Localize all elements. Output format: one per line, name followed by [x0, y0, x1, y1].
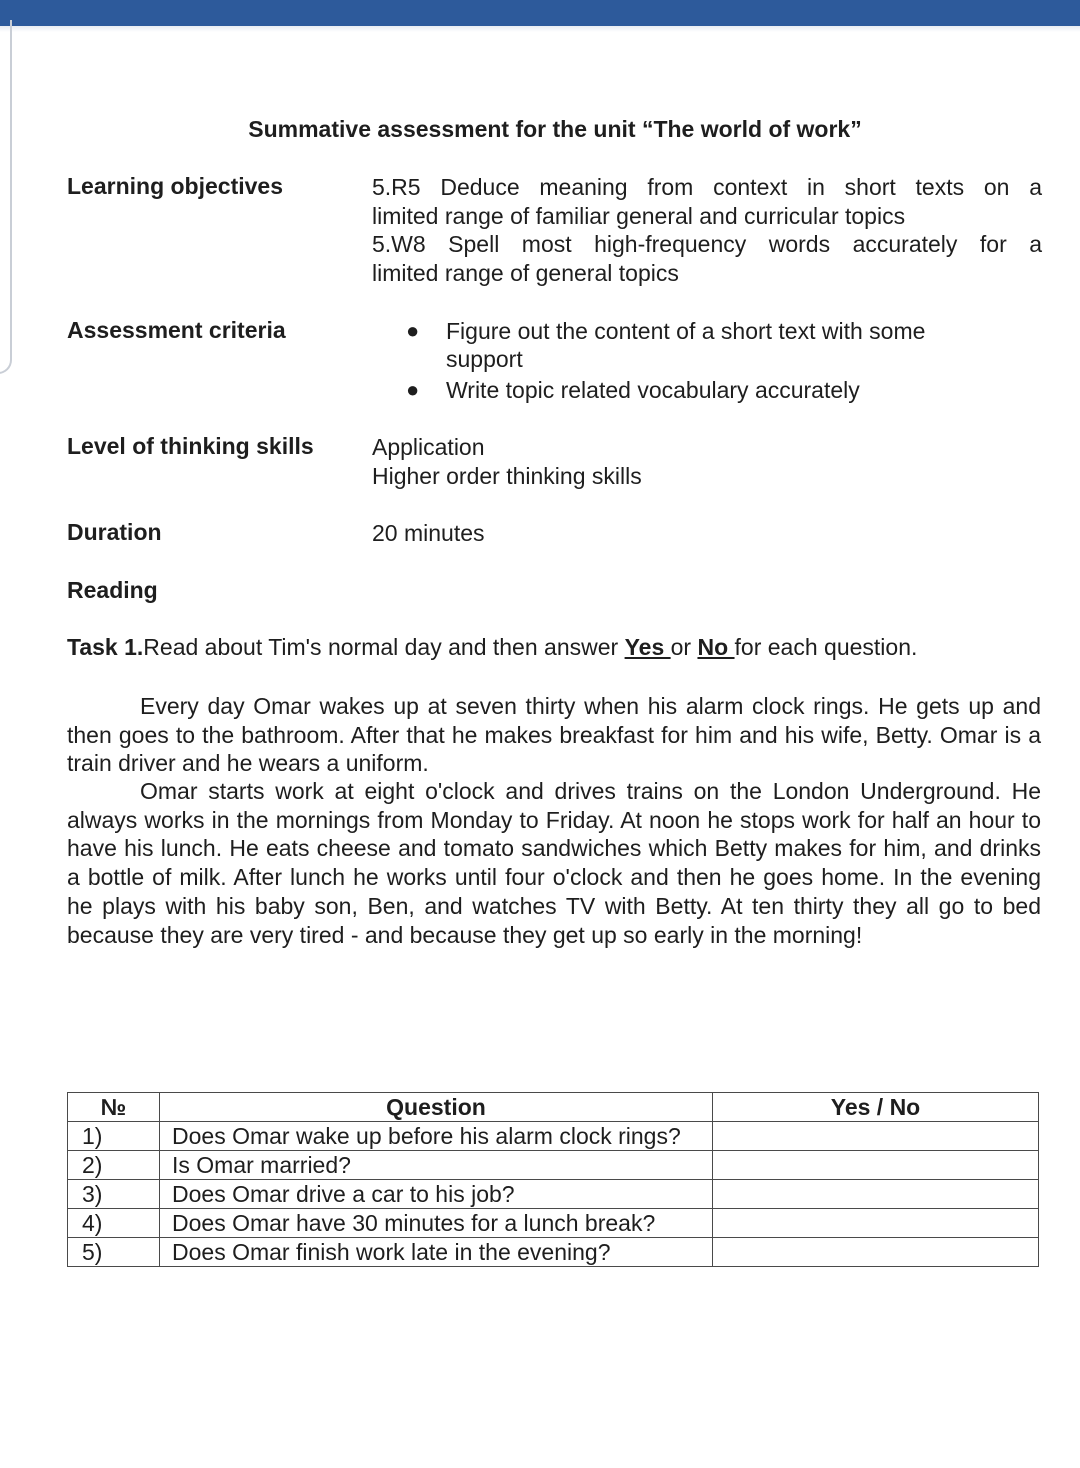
row-question: Does Omar drive a car to his job?: [160, 1180, 713, 1209]
row-number: 5): [68, 1238, 160, 1267]
row-question: Does Omar wake up before his alarm clock rings?: [160, 1122, 713, 1151]
thinking-skill-2: Higher order thinking skills: [372, 462, 642, 489]
duration-label: Duration: [67, 519, 162, 545]
table-row: [68, 1238, 1039, 1267]
answer-cell[interactable]: [713, 1122, 1039, 1151]
story-paragraph-1: [67, 692, 1041, 778]
row-number: 4): [68, 1209, 160, 1238]
paragraph-2-text: Omar starts work at eight o'clock and drives trains on the London Underground. He always works in the mornings from Monday to Friday. At noon he stops work for half an hour to have his lunch. He eats cheese and tomato sandwiches which Betty makes for him, and drinks a bottle of milk. After lunch he works until four o'clock and then he goes home. In the evening he plays with his baby son, Ben, and watches TV with Betty. At ten thirty they all go to bed because they are very tired - and because they get up so early in the morning!: [67, 778, 1041, 948]
thinking-skills-text: [372, 433, 642, 490]
header-shadow: [0, 26, 1080, 32]
task-text-before: Read about Tim's normal day and then answer: [143, 634, 625, 660]
row-number: 1): [68, 1122, 160, 1151]
table-row: [68, 1122, 1039, 1151]
task-label: Task 1.: [67, 634, 144, 660]
header-answer: Yes / No: [713, 1093, 1039, 1122]
paragraph-1-text: Every day Omar wakes up at seven thirty when his alarm clock rings. He gets up and then goes to the bathroom. After that he makes breakfast for him and his wife, Betty. Omar is a train driver and he wears a uniform.: [67, 693, 1041, 777]
header-number: №: [68, 1093, 160, 1122]
row-question: Is Omar married?: [160, 1151, 713, 1180]
table-row: [68, 1209, 1039, 1238]
row-number: 3): [68, 1180, 160, 1209]
answer-cell[interactable]: [713, 1180, 1039, 1209]
answer-cell[interactable]: [713, 1151, 1039, 1180]
objective-line-3: 5.W8 Spell most high-frequency words accurately for a: [372, 231, 1042, 257]
thinking-skill-1: Application: [372, 434, 485, 460]
row-question: Does Omar have 30 minutes for a lunch break?: [160, 1209, 713, 1238]
objective-line-2: limited range of familiar general and curricular topics: [372, 202, 906, 229]
row-question: Does Omar finish work late in the evening?: [160, 1238, 713, 1267]
document-title: Summative assessment for the unit “The world of work”: [248, 116, 862, 142]
task-text-after: for each question.: [734, 634, 918, 660]
criteria-item-1: Figure out the content of a short text with some support: [446, 318, 926, 372]
task-instruction: [67, 634, 917, 661]
top-header-bar: [0, 0, 1080, 26]
learning-objectives-label: Learning objectives: [67, 173, 284, 199]
table-header-row: [68, 1093, 1039, 1122]
thinking-skills-label: Level of thinking skills: [67, 433, 314, 459]
page-edge-curve: [0, 20, 12, 374]
story-paragraph-2: [67, 777, 1041, 949]
task-or: or: [670, 634, 698, 660]
answer-cell[interactable]: [713, 1238, 1039, 1267]
objective-line-1: 5.R5 Deduce meaning from context in short texts on a: [372, 174, 1042, 200]
table-row: [68, 1180, 1039, 1209]
bullet-icon: ●: [406, 377, 420, 402]
table-row: [68, 1151, 1039, 1180]
answer-cell[interactable]: [713, 1209, 1039, 1238]
objective-line-4: limited range of general topics: [372, 259, 679, 286]
yes-keyword: Yes: [624, 634, 671, 660]
section-heading: Reading: [67, 577, 158, 603]
questions-table: [67, 1092, 1039, 1267]
row-number: 2): [68, 1151, 160, 1180]
assessment-criteria-label: Assessment criteria: [67, 317, 286, 343]
header-question: Question: [160, 1093, 713, 1122]
no-keyword: No: [697, 634, 735, 660]
learning-objectives-text: [372, 173, 1042, 287]
bullet-icon: ●: [406, 318, 420, 343]
criteria-item-2: Write topic related vocabulary accurately: [446, 377, 860, 403]
duration-value: 20 minutes: [372, 520, 485, 546]
